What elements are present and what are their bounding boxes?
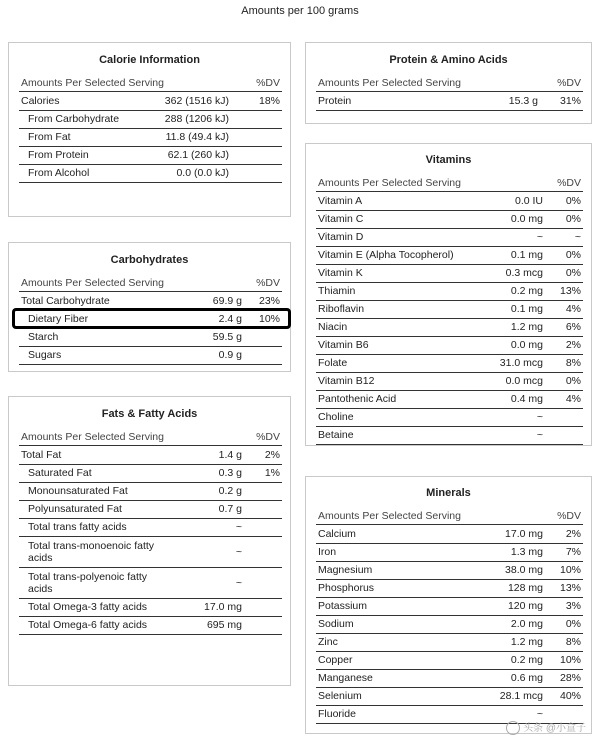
dv-header: %DV (557, 77, 581, 89)
nutrient-daily-value: 0% (565, 267, 581, 279)
nutrient-amount: 0.0 mcg (505, 375, 543, 387)
table-header (316, 75, 583, 92)
nutrient-name: Copper (318, 654, 353, 666)
nutrient-name: Total Omega-3 fatty acids (28, 601, 148, 613)
nutrient-name: Riboflavin (318, 303, 365, 315)
nutrient-name: From Carbohydrate (28, 113, 120, 125)
table-row (316, 634, 583, 652)
nutrient-amount: 38.0 mg (505, 564, 543, 576)
table-row (19, 447, 282, 465)
table-row (316, 265, 583, 283)
table-row (316, 616, 583, 634)
table-row (19, 501, 282, 519)
nutrient-daily-value (240, 329, 280, 346)
nutrient-name: Protein (318, 95, 352, 107)
nutrient-name: Vitamin B6 (318, 339, 369, 351)
nutrient-amount: 59.5 g (212, 331, 242, 343)
nutrient-name: Polyunsaturated Fat (28, 503, 122, 515)
nutrient-amount: 1.4 g (218, 449, 242, 461)
nutrient-name: Vitamin C (318, 213, 364, 225)
nutrient-name: Total trans fatty acids (28, 521, 127, 533)
nutrient-daily-value (240, 537, 280, 567)
nutrient-amount: 0.0 mg (510, 339, 543, 351)
dv-header: %DV (256, 77, 280, 89)
table-row (19, 617, 282, 635)
nutrient-name: Calcium (318, 528, 356, 540)
nutrient-name: Betaine (318, 429, 354, 441)
table-row (316, 580, 583, 598)
fats-fatty-acids-panel (8, 396, 291, 686)
nutrient-name: Sugars (28, 349, 62, 361)
nutrient-daily-value (240, 483, 280, 500)
calorie-information-panel (8, 42, 291, 217)
nutrient-name: Selenium (318, 690, 362, 702)
nutrient-daily-value: 18% (258, 95, 280, 107)
nutrient-name: Saturated Fat (28, 467, 92, 479)
dv-header: %DV (256, 431, 280, 443)
protein-amino-acids-panel (305, 42, 592, 124)
minerals-panel (305, 476, 592, 734)
nutrient-amount: 1.3 mg (510, 546, 543, 558)
nutrient-daily-value (240, 347, 280, 364)
serving-header: Amounts Per Selected Serving (318, 77, 461, 89)
nutrient-daily-value: 8% (565, 357, 581, 369)
serving-header: Amounts Per Selected Serving (318, 510, 461, 522)
nutrient-daily-value: 8% (565, 636, 581, 648)
nutrient-daily-value: 3% (565, 600, 581, 612)
nutrient-amount: ~ (536, 411, 543, 423)
table-row (316, 427, 583, 445)
nutrient-name: Monounsaturated Fat (28, 485, 128, 497)
vitamins-panel (305, 143, 592, 446)
nutrient-daily-value (240, 129, 280, 146)
nutrient-name: Niacin (318, 321, 348, 333)
nutrient-name: From Fat (28, 131, 71, 143)
nutrient-daily-value: 2% (565, 528, 581, 540)
nutrient-amount: 362 (1516 kJ) (164, 95, 229, 107)
table-row (316, 283, 583, 301)
panel-title: Fats & Fatty Acids (101, 408, 198, 420)
nutrient-name: Total trans-monoenoic fatty acids (28, 540, 155, 564)
nutrient-amount: 1.2 mg (510, 636, 543, 648)
nutrient-amount: 2.4 g (218, 313, 242, 325)
nutrient-daily-value: 10% (559, 654, 581, 666)
serving-header: Amounts Per Selected Serving (21, 431, 164, 443)
nutrient-amount: 17.0 mg (505, 528, 543, 540)
nutrient-amount: ~ (235, 546, 242, 558)
watermark-logo-icon (506, 721, 520, 735)
table-row (19, 111, 282, 129)
table-row (19, 147, 282, 165)
nutrient-daily-value: 28% (559, 672, 581, 684)
panel-title: Carbohydrates (110, 254, 189, 266)
nutrient-name: Fluoride (318, 708, 356, 720)
table-row (316, 229, 583, 247)
nutrient-amount: 0.7 g (218, 503, 242, 515)
table-row (316, 409, 583, 427)
nutrient-name: Iron (318, 546, 337, 558)
table-row (19, 599, 282, 617)
nutrient-name: Total trans-polyenoic fatty acids (28, 571, 148, 595)
dv-header: %DV (557, 177, 581, 189)
nutrient-amount: 0.6 mg (510, 672, 543, 684)
nutrient-name: Pantothenic Acid (318, 393, 397, 405)
carbohydrates-panel (8, 242, 291, 372)
table-header (19, 429, 282, 446)
table-header (19, 275, 282, 292)
nutrient-amount: 128 mg (507, 582, 543, 594)
nutrient-daily-value: 4% (565, 393, 581, 405)
table-row (19, 347, 282, 365)
nutrient-name: Sodium (318, 618, 354, 630)
serving-header: Amounts Per Selected Serving (21, 77, 164, 89)
table-header (316, 175, 583, 192)
nutrient-daily-value: 4% (565, 303, 581, 315)
table-row (316, 301, 583, 319)
nutrient-daily-value: 10% (559, 564, 581, 576)
nutrient-amount: 11.8 (49.4 kJ) (165, 131, 229, 143)
nutrient-daily-value (240, 599, 280, 616)
page-title: Amounts per 100 grams (241, 5, 359, 17)
nutrient-name: Total Omega-6 fatty acids (28, 619, 148, 631)
nutrient-daily-value: 0% (565, 213, 581, 225)
nutrient-amount: 69.9 g (212, 295, 242, 307)
nutrient-daily-value (240, 111, 280, 128)
nutrient-name: Folate (318, 357, 348, 369)
nutrient-amount: 120 mg (507, 600, 543, 612)
nutrient-daily-value: 0% (565, 618, 581, 630)
nutrient-amount: 31.0 mcg (499, 357, 543, 369)
panel-title: Calorie Information (99, 54, 200, 66)
nutrient-name: From Alcohol (28, 167, 90, 179)
table-row (19, 537, 282, 568)
table-row (316, 247, 583, 265)
nutrient-daily-value (240, 147, 280, 164)
serving-header: Amounts Per Selected Serving (318, 177, 461, 189)
nutrient-daily-value: 1% (264, 467, 280, 479)
nutrient-amount: 62.1 (260 kJ) (167, 149, 229, 161)
nutrient-daily-value (541, 427, 581, 444)
dietary-fiber-highlight (12, 308, 291, 329)
table-row (19, 93, 282, 111)
table-row (316, 93, 583, 111)
nutrient-daily-value (240, 568, 280, 598)
nutrient-daily-value: 2% (264, 449, 280, 461)
table-row (19, 329, 282, 347)
nutrient-amount: 28.1 mcg (499, 690, 543, 702)
table-row (316, 598, 583, 616)
nutrient-daily-value: 7% (565, 546, 581, 558)
table-header (316, 508, 583, 525)
nutrient-name: Vitamin B12 (318, 375, 375, 387)
nutrient-name: Zinc (318, 636, 338, 648)
table-header (19, 75, 282, 92)
nutrient-amount: 0.1 mg (510, 303, 543, 315)
nutrient-daily-value (240, 501, 280, 518)
dv-header: %DV (557, 510, 581, 522)
nutrient-amount: 0.0 (0.0 kJ) (176, 167, 229, 179)
nutrient-amount: 0.0 IU (514, 195, 543, 207)
nutrient-amount: 0.3 g (218, 467, 242, 479)
nutrient-amount: 17.0 mg (204, 601, 242, 613)
nutrient-amount: ~ (235, 521, 242, 533)
table-row (316, 193, 583, 211)
nutrient-name: Total Carbohydrate (21, 295, 110, 307)
nutrient-amount: 15.3 g (508, 95, 538, 107)
nutrient-daily-value: 23% (258, 295, 280, 307)
nutrient-daily-value: 31% (559, 95, 581, 107)
table-row (316, 373, 583, 391)
table-row (316, 211, 583, 229)
table-row (19, 465, 282, 483)
nutrient-daily-value (240, 165, 280, 182)
nutrient-daily-value: 0% (565, 375, 581, 387)
nutrient-name: Vitamin D (318, 231, 364, 243)
table-row (316, 652, 583, 670)
nutrient-name: Total Fat (21, 449, 62, 461)
panel-title: Protein & Amino Acids (389, 54, 508, 66)
table-row (316, 562, 583, 580)
nutrient-amount: 0.0 mg (510, 213, 543, 225)
nutrient-daily-value (240, 519, 280, 536)
table-row (19, 519, 282, 537)
watermark (506, 719, 586, 735)
nutrient-name: From Protein (28, 149, 89, 161)
nutrient-name: Vitamin A (318, 195, 363, 207)
nutrient-amount: 0.3 mcg (505, 267, 543, 279)
nutrient-daily-value: 2% (565, 339, 581, 351)
watermark-text: 头条 @小盒子 (523, 722, 586, 734)
nutrient-name: Potassium (318, 600, 368, 612)
nutrient-daily-value: 0% (565, 249, 581, 261)
table-row (316, 391, 583, 409)
table-row (316, 670, 583, 688)
table-row (19, 483, 282, 501)
panel-title: Vitamins (425, 154, 472, 166)
nutrient-name: Vitamin E (Alpha Tocopherol) (318, 249, 454, 261)
nutrient-name: Magnesium (318, 564, 373, 576)
nutrient-amount: ~ (536, 708, 543, 720)
nutrient-amount: ~ (536, 429, 543, 441)
nutrient-amount: 1.2 mg (510, 321, 543, 333)
nutrient-name: Choline (318, 411, 354, 423)
nutrient-name: Thiamin (318, 285, 356, 297)
nutrient-amount: 0.1 mg (510, 249, 543, 261)
table-row (316, 355, 583, 373)
nutrient-daily-value: 13% (559, 285, 581, 297)
table-row (316, 319, 583, 337)
nutrient-amount: 0.4 mg (510, 393, 543, 405)
nutrient-daily-value: 10% (258, 313, 280, 325)
nutrient-daily-value (240, 617, 280, 634)
nutrient-amount: 0.2 mg (510, 654, 543, 666)
panel-title: Minerals (426, 487, 471, 499)
table-row (316, 688, 583, 706)
serving-header: Amounts Per Selected Serving (21, 277, 164, 289)
nutrient-amount: 695 mg (206, 619, 242, 631)
nutrient-name: Vitamin K (318, 267, 363, 279)
nutrient-name: Starch (28, 331, 59, 343)
nutrient-daily-value (541, 409, 581, 426)
nutrient-amount: 0.9 g (218, 349, 242, 361)
nutrient-amount: ~ (235, 577, 242, 589)
nutrient-amount: 2.0 mg (510, 618, 543, 630)
nutrient-name: Phosphorus (318, 582, 375, 594)
nutrient-name: Dietary Fiber (28, 313, 89, 325)
table-row (19, 129, 282, 147)
nutrient-amount: ~ (536, 231, 543, 243)
nutrient-amount: 288 (1206 kJ) (164, 113, 229, 125)
nutrient-amount: 0.2 g (218, 485, 242, 497)
nutrient-daily-value: 0% (565, 195, 581, 207)
nutrient-amount: 0.2 mg (510, 285, 543, 297)
table-row (316, 337, 583, 355)
table-row (19, 165, 282, 183)
nutrient-daily-value: 40% (559, 690, 581, 702)
nutrient-daily-value: 6% (565, 321, 581, 333)
nutrient-name: Calories (21, 95, 60, 107)
dv-header: %DV (256, 277, 280, 289)
table-row (19, 568, 282, 599)
nutrient-daily-value: ~ (574, 231, 581, 243)
table-row (316, 544, 583, 562)
table-row (316, 526, 583, 544)
nutrient-name: Manganese (318, 672, 373, 684)
nutrient-daily-value: 13% (559, 582, 581, 594)
